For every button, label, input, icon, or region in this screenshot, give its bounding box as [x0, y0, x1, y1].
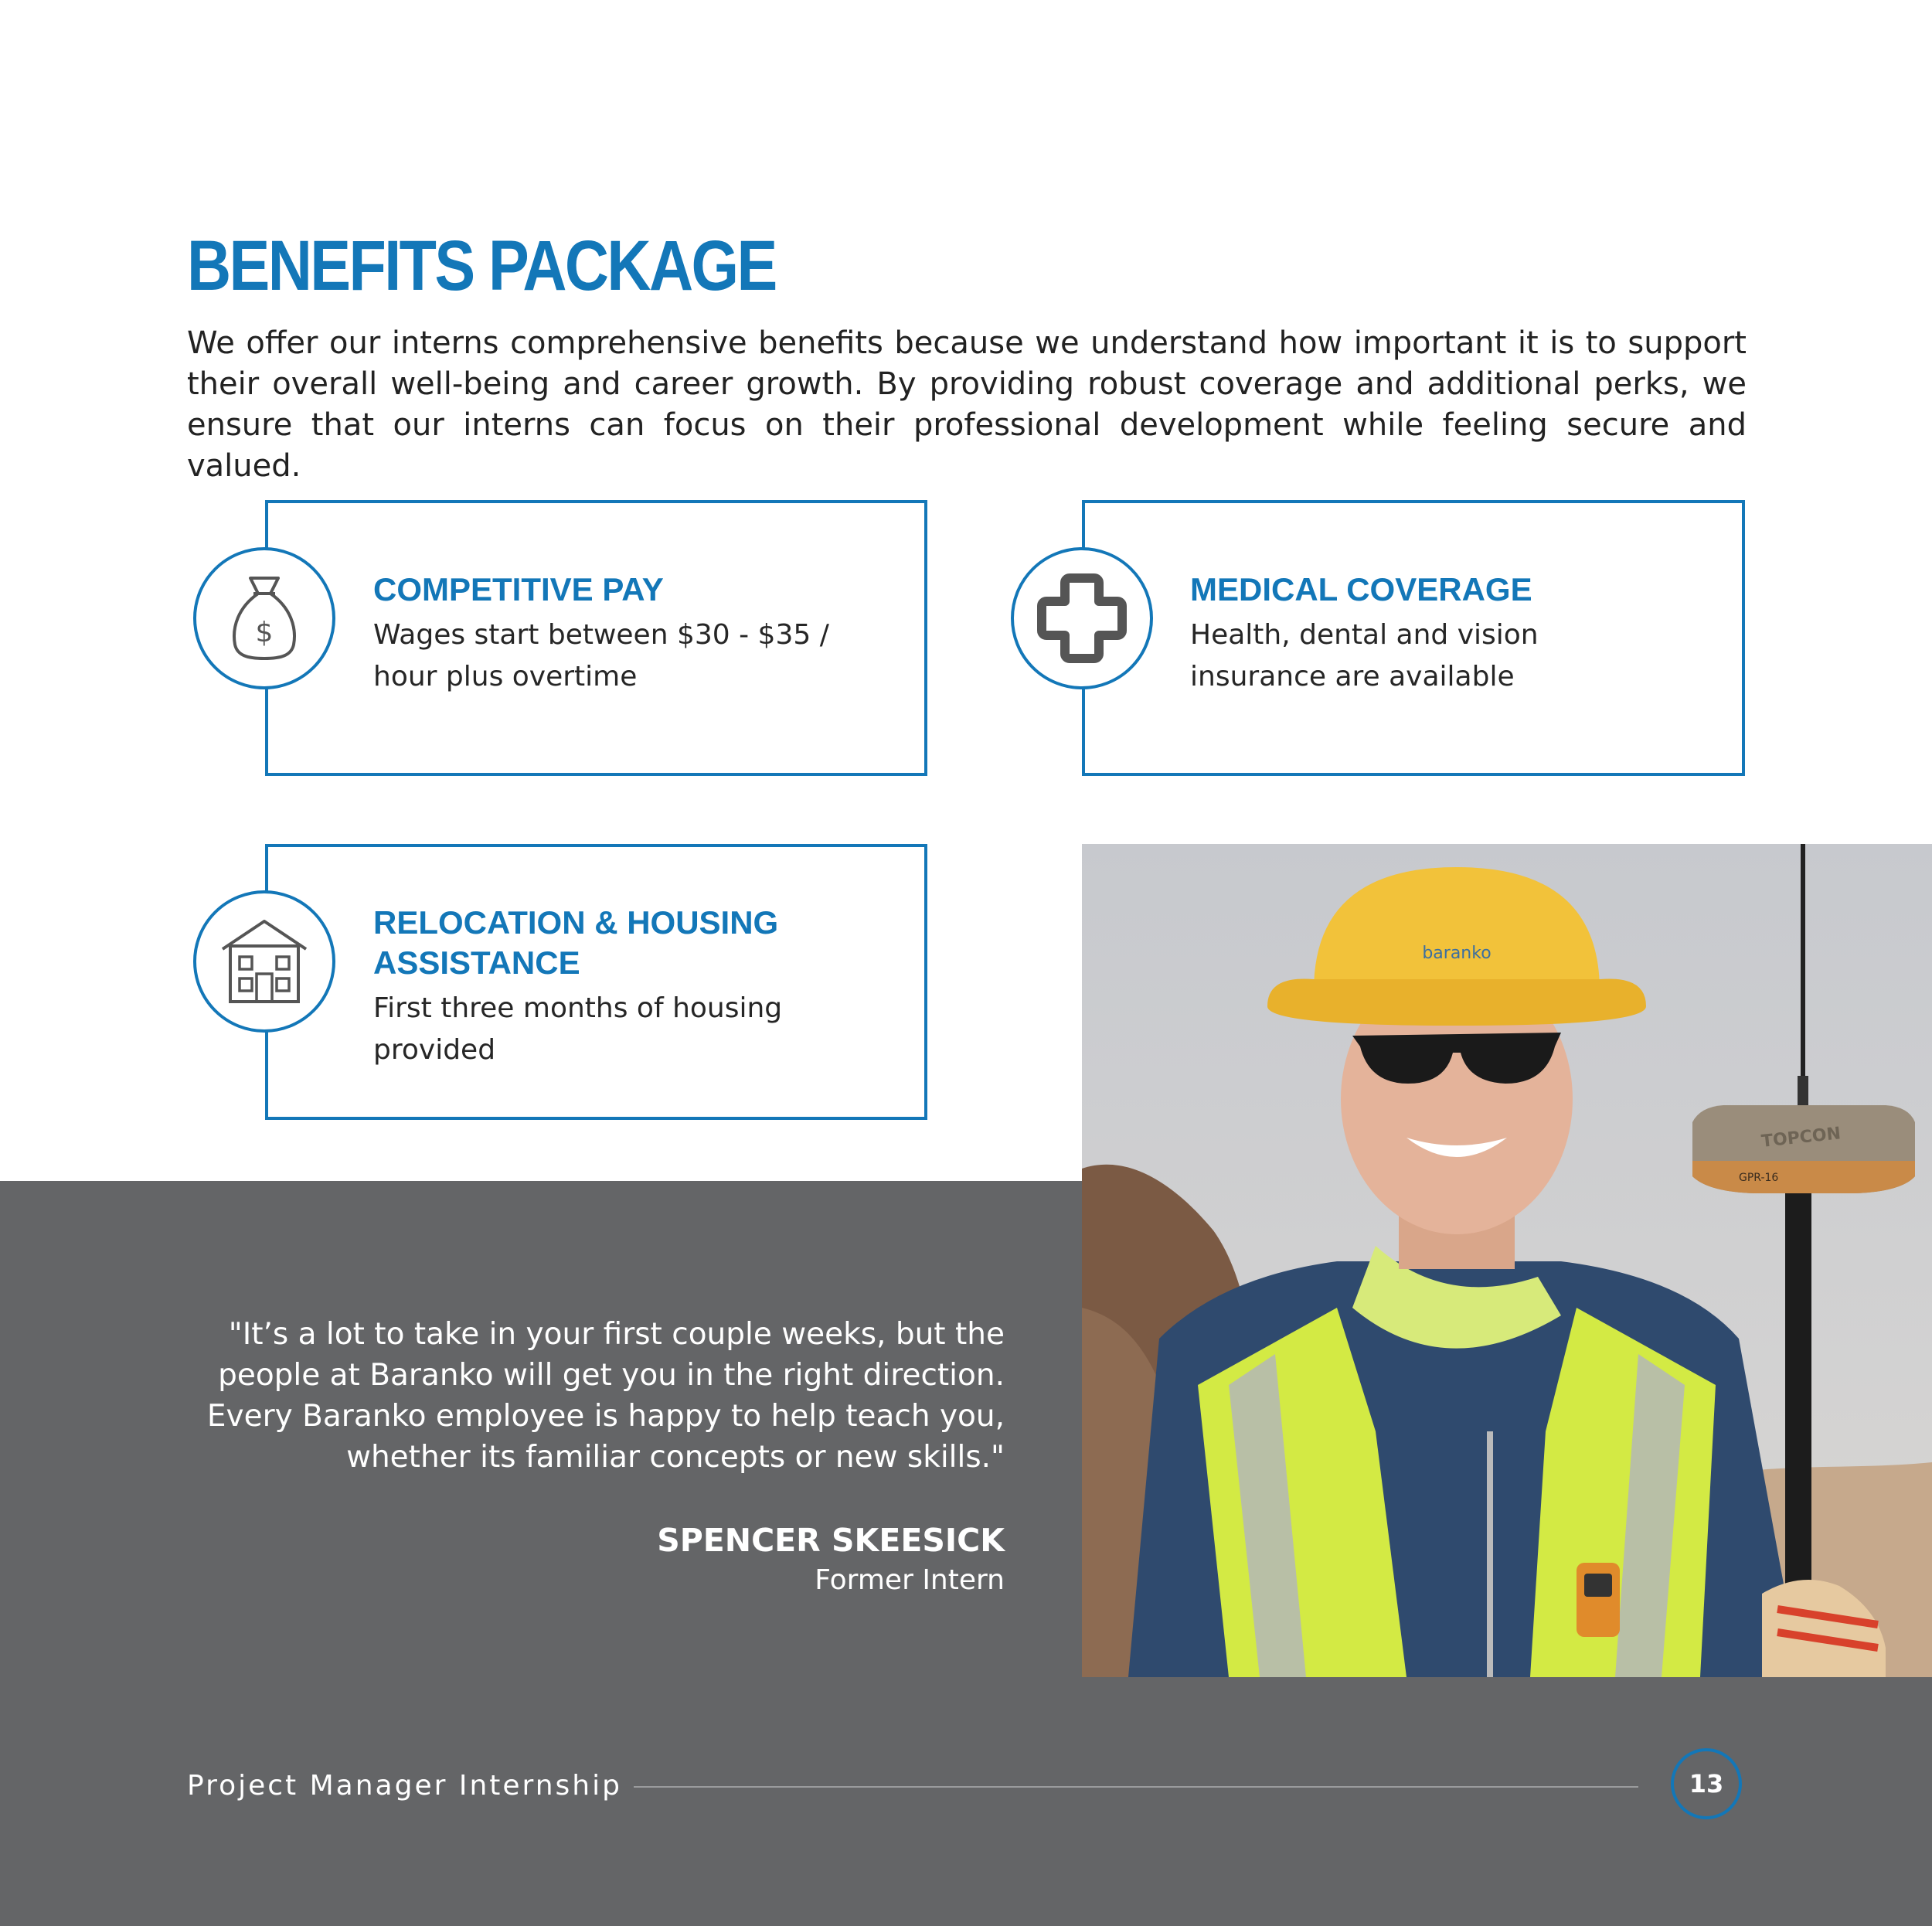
benefit-card-pay — [265, 500, 927, 776]
house-icon — [193, 890, 335, 1033]
benefit-heading: COMPETITIVE PAY — [373, 571, 664, 607]
benefit-description: First three months of housing provided — [373, 992, 783, 1066]
benefit-description: Health, dental and vision insurance are available — [1190, 619, 1539, 692]
device-model: GPR-16 — [1739, 1172, 1779, 1184]
benefit-description: Wages start between $30 - $35 / hour plus overtime — [373, 619, 829, 692]
money-bag-icon — [193, 547, 335, 689]
testimonial-quote: "It’s a lot to take in your first couple weeks, but the people at Baranko will get you in the right direction. Every Baranko employee is happy to help teach you, whether its familiar concepts or new skills." — [206, 1317, 1005, 1475]
medical-cross-icon — [1011, 547, 1153, 689]
svg-text:$: $ — [255, 617, 274, 648]
benefit-card-medical — [1082, 500, 1745, 776]
hat-logo-text: baranko — [1422, 944, 1492, 963]
benefit-heading: MEDICAL COVERAGE — [1190, 571, 1532, 607]
benefit-heading: RELOCATION & HOUSING ASSISTANCE — [373, 904, 779, 981]
page-number: 13 — [1671, 1748, 1742, 1819]
intern-photo — [1082, 844, 1932, 1677]
testimonial-author-name: SPENCER SKEESICK — [657, 1522, 1005, 1559]
footer-document-title: Project Manager Internship — [187, 1770, 622, 1802]
page-title: BENEFITS PACKAGE — [187, 226, 776, 305]
device-brand: TOPCON — [1760, 1124, 1842, 1152]
footer-divider — [634, 1786, 1638, 1788]
intro-paragraph: We offer our interns comprehensive benefits because we understand how important it is to support their overall well-being and career growth. By providing robust coverage and additional perks, we ensure that our interns can focus on their professional development while feeling secure and valued. — [187, 325, 1747, 484]
benefit-card-housing — [265, 844, 927, 1120]
testimonial-author-role: Former Intern — [815, 1564, 1005, 1596]
